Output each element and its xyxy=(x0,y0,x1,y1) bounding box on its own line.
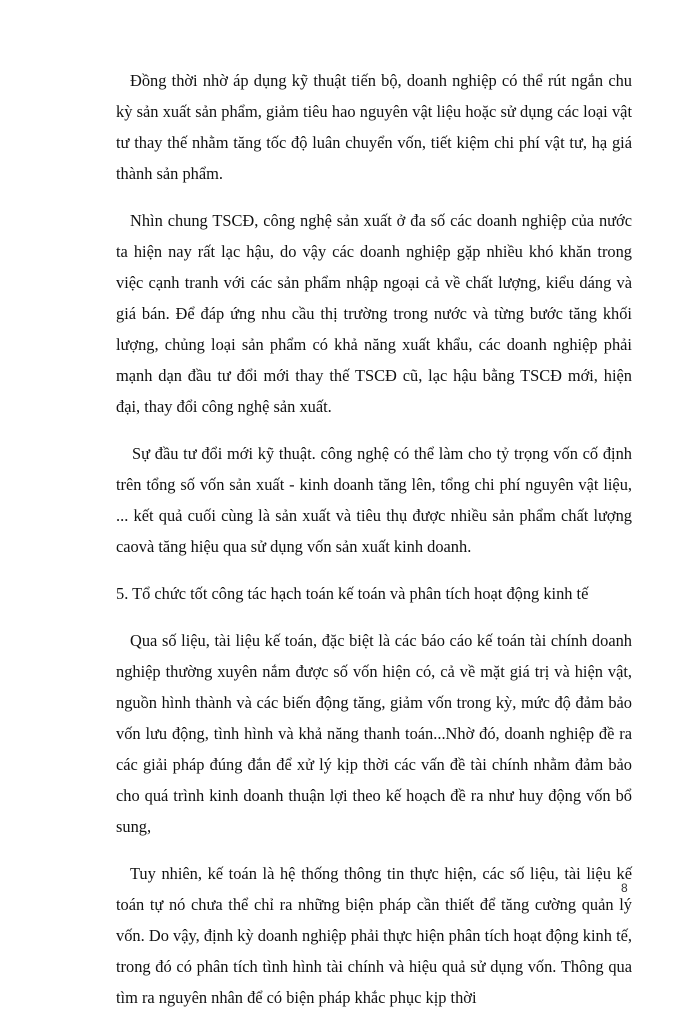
paragraph-economic-analysis: Tuy nhiên, kế toán là hệ thống thông tin thực hiện, các số liệu, tài liệu kế toán tự nó chưa thể chỉ ra những biện pháp cần thiết để tăng cường quản lý vốn. Do vậy, định kỳ doanh nghiệp phải thực hiện phân tích hoạt động kinh tế, trong đó có phân tích tình hình tài chính và hiệu quả sử dụng vốn. Thông qua tìm ra nguyên nhân để có biện pháp khắc phục kịp thời xyxy=(116,864,632,1007)
section-heading-accounting: 5. Tổ chức tốt công tác hạch toán kế toán và phân tích hoạt động kinh tế xyxy=(116,584,589,603)
page-number: 8 xyxy=(621,881,628,895)
document-body xyxy=(116,65,632,1013)
paragraph-investment-innovation: Sự đầu tư đổi mới kỹ thuật. công nghệ có thể làm cho tỷ trọng vốn cố định trên tổng số vốn sản xuất - kinh doanh tăng lên, tổng chi phí nguyên vật liệu, ... kết quả cuối cùng là sản xuất và tiêu thụ được nhiều sản phẩm chất lượng caovà tăng hiệu qua sử dụng vốn sản xuất kinh doanh. xyxy=(116,444,632,556)
paragraph-technology-benefits: Đồng thời nhờ áp dụng kỹ thuật tiến bộ, doanh nghiệp có thể rút ngắn chu kỳ sản xuất sản phẩm, giảm tiêu hao nguyên vật liệu hoặc sử dụng các loại vật tư thay thế nhằm tăng tốc độ luân chuyển vốn, tiết kiệm chi phí vật tư, hạ giá thành sản phẩm. xyxy=(116,71,632,183)
paragraph-fixed-assets-outdated: Nhìn chung TSCĐ, công nghệ sản xuất ở đa số các doanh nghiệp của nước ta hiện nay rất lạc hậu, do vậy các doanh nghiệp gặp nhiều khó khăn trong việc cạnh tranh với các sản phẩm nhập ngoại cả về chất lượng, kiểu dáng và giá bán. Để đáp ứng nhu cầu thị trường trong nước và từng bước tăng khối lượng, chủng loại sản phẩm có khả năng xuất khẩu, các doanh nghiệp phải mạnh dạn đầu tư đổi mới thay thế TSCĐ cũ, lạc hậu bằng TSCĐ mới, hiện đại, thay đổi công nghệ sản xuất. xyxy=(116,211,632,416)
paragraph-accounting-data: Qua số liệu, tài liệu kế toán, đặc biệt là các báo cáo kế toán tài chính doanh nghiệp thường xuyên nắm được số vốn hiện có, cả về mặt giá trị và hiện vật, nguồn hình thành và các biến động tăng, giảm vốn trong kỳ, mức độ đảm bảo vốn lưu động, tình hình và khả năng thanh toán...Nhờ đó, doanh nghiệp đề ra các giải pháp đúng đắn để xử lý kịp thời các vấn đề tài chính nhằm đảm bảo cho quá trình kinh doanh thuận lợi theo kế hoạch đề ra như huy động vốn bổ sung, xyxy=(116,631,632,836)
